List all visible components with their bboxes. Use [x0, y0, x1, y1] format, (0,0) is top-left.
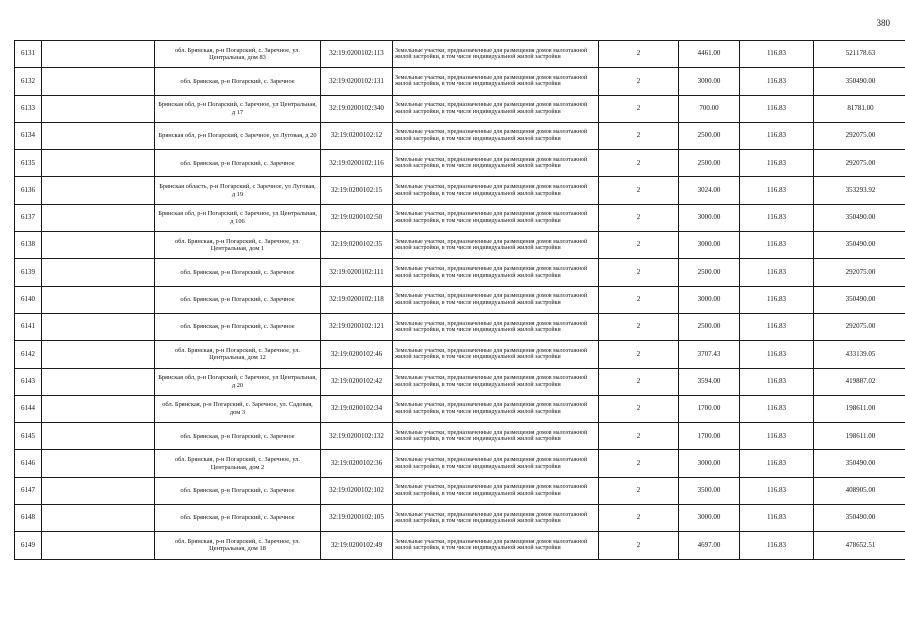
land-use-cell: Земельные участки, предназначенные для размещения домов малоэтажной жилой застройки, в том числе индивидуальной жилой застройки: [393, 450, 599, 477]
rate-cell: 116.83: [740, 204, 814, 231]
row-number-cell: 6138: [15, 232, 42, 259]
cadastral-value-cell: 350490.00: [814, 68, 905, 95]
rate-cell: 116.83: [740, 423, 814, 450]
address-cell: обл. Брянская, р-н Погарский, с. Заречное: [155, 477, 321, 504]
empty-cell: [42, 313, 155, 340]
row-number-cell: 6131: [15, 41, 42, 68]
empty-cell: [42, 95, 155, 122]
row-number-cell: 6135: [15, 150, 42, 177]
rate-cell: 116.83: [740, 232, 814, 259]
cadastral-value-cell: 81781.00: [814, 95, 905, 122]
area-cell: 3000.00: [679, 204, 740, 231]
cadastral-value-cell: 419887.02: [814, 368, 905, 395]
land-use-cell: Земельные участки, предназначенные для размещения домов малоэтажной жилой застройки, в том числе индивидуальной жилой застройки: [393, 505, 599, 532]
row-number-cell: 6134: [15, 122, 42, 149]
cadastral-value-cell: 350490.00: [814, 450, 905, 477]
page-number: 380: [876, 18, 890, 28]
table-row: [15, 95, 905, 122]
empty-cell: [42, 41, 155, 68]
cadastral-number-cell: 32:19:0200102:118: [321, 286, 393, 313]
address-cell: обл. Брянская, р-н Погарский, с. Заречное, ул. Центральная, дом 83: [155, 41, 321, 68]
land-use-cell: Земельные участки, предназначенные для размещения домов малоэтажной жилой застройки, в том числе индивидуальной жилой застройки: [393, 313, 599, 340]
cadastral-value-cell: 350490.00: [814, 232, 905, 259]
address-cell: обл. Брянская, р-н Погарский, с. Заречное: [155, 286, 321, 313]
cadastral-number-cell: 32:19:0200102:12: [321, 122, 393, 149]
cadastral-number-cell: 32:19:0200102:113: [321, 41, 393, 68]
row-number-cell: 6147: [15, 477, 42, 504]
rate-cell: 116.83: [740, 368, 814, 395]
cadastral-value-cell: 292075.00: [814, 259, 905, 286]
row-number-cell: 6141: [15, 313, 42, 340]
cadastral-value-cell: 353293.92: [814, 177, 905, 204]
row-number-cell: 6139: [15, 259, 42, 286]
cadastral-value-cell: 478652.51: [814, 532, 905, 559]
table-row: [15, 122, 905, 149]
rate-cell: 116.83: [740, 395, 814, 422]
row-number-cell: 6145: [15, 423, 42, 450]
address-cell: Брянская обл, р-н Погарский, с Заречное, ул Центральная, д 106: [155, 204, 321, 231]
cadastral-number-cell: 32:19:0200102:340: [321, 95, 393, 122]
land-use-cell: Земельные участки, предназначенные для размещения домов малоэтажной жилой застройки, в том числе индивидуальной жилой застройки: [393, 68, 599, 95]
empty-cell: [42, 450, 155, 477]
cadastral-value-cell: 198611.00: [814, 395, 905, 422]
area-cell: 3000.00: [679, 232, 740, 259]
category-code-cell: 2: [599, 368, 679, 395]
category-code-cell: 2: [599, 532, 679, 559]
cadastral-number-cell: 32:19:0200102:34: [321, 395, 393, 422]
table-row: [15, 505, 905, 532]
empty-cell: [42, 150, 155, 177]
table-row: [15, 177, 905, 204]
cadastral-number-cell: 32:19:0200102:50: [321, 204, 393, 231]
rate-cell: 116.83: [740, 177, 814, 204]
table-row: [15, 368, 905, 395]
table-row: [15, 341, 905, 368]
land-use-cell: Земельные участки, предназначенные для размещения домов малоэтажной жилой застройки, в том числе индивидуальной жилой застройки: [393, 368, 599, 395]
address-cell: Брянская обл, р-н Погарский, с Заречное, ул Центральная, д 17: [155, 95, 321, 122]
row-number-cell: 6137: [15, 204, 42, 231]
rate-cell: 116.83: [740, 68, 814, 95]
cadastral-number-cell: 32:19:0200102:15: [321, 177, 393, 204]
cadastral-number-cell: 32:19:0200102:36: [321, 450, 393, 477]
table-row: [15, 204, 905, 231]
empty-cell: [42, 177, 155, 204]
address-cell: обл. Брянская, р-н Погарский, с. Заречное: [155, 259, 321, 286]
rate-cell: 116.83: [740, 477, 814, 504]
empty-cell: [42, 505, 155, 532]
empty-cell: [42, 232, 155, 259]
row-number-cell: 6148: [15, 505, 42, 532]
land-use-cell: Земельные участки, предназначенные для размещения домов малоэтажной жилой застройки, в том числе индивидуальной жилой застройки: [393, 150, 599, 177]
category-code-cell: 2: [599, 450, 679, 477]
area-cell: 3707.43: [679, 341, 740, 368]
rate-cell: 116.83: [740, 450, 814, 477]
cadastral-number-cell: 32:19:0200102:116: [321, 150, 393, 177]
address-cell: обл. Брянская, р-н Погарский, с. Заречное, ул. Центральная, дом 1: [155, 232, 321, 259]
rate-cell: 116.83: [740, 95, 814, 122]
address-cell: Брянская обл, р-н Погарский, с Заречное, ул Луговая, д 20: [155, 122, 321, 149]
table-row: [15, 477, 905, 504]
land-use-cell: Земельные участки, предназначенные для размещения домов малоэтажной жилой застройки, в том числе индивидуальной жилой застройки: [393, 204, 599, 231]
cadastral-number-cell: 32:19:0200102:111: [321, 259, 393, 286]
land-use-cell: Земельные участки, предназначенные для размещения домов малоэтажной жилой застройки, в том числе индивидуальной жилой застройки: [393, 232, 599, 259]
land-use-cell: Земельные участки, предназначенные для размещения домов малоэтажной жилой застройки, в том числе индивидуальной жилой застройки: [393, 477, 599, 504]
table-row: [15, 259, 905, 286]
row-number-cell: 6132: [15, 68, 42, 95]
category-code-cell: 2: [599, 313, 679, 340]
category-code-cell: 2: [599, 204, 679, 231]
row-number-cell: 6133: [15, 95, 42, 122]
area-cell: 3594.00: [679, 368, 740, 395]
rate-cell: 116.83: [740, 122, 814, 149]
empty-cell: [42, 532, 155, 559]
land-use-cell: Земельные участки, предназначенные для размещения домов малоэтажной жилой застройки, в том числе индивидуальной жилой застройки: [393, 95, 599, 122]
cadastral-number-cell: 32:19:0200102:102: [321, 477, 393, 504]
category-code-cell: 2: [599, 150, 679, 177]
address-cell: обл. Брянская, р-н Погарский, с. Заречное, ул. Центральная, дом 2: [155, 450, 321, 477]
land-use-cell: Земельные участки, предназначенные для размещения домов малоэтажной жилой застройки, в том числе индивидуальной жилой застройки: [393, 286, 599, 313]
category-code-cell: 2: [599, 41, 679, 68]
area-cell: 3000.00: [679, 505, 740, 532]
row-number-cell: 6140: [15, 286, 42, 313]
row-number-cell: 6146: [15, 450, 42, 477]
area-cell: 2500.00: [679, 313, 740, 340]
cadastral-number-cell: 32:19:0200102:35: [321, 232, 393, 259]
address-cell: обл. Брянская, р-н Погарский, с. Заречное: [155, 423, 321, 450]
rate-cell: 116.83: [740, 532, 814, 559]
empty-cell: [42, 395, 155, 422]
table-row: [15, 423, 905, 450]
table-row: [15, 41, 905, 68]
address-cell: Брянская область, р-н Погарский, с Заречное, ул Луговая, д 19: [155, 177, 321, 204]
table-row: [15, 313, 905, 340]
land-use-cell: Земельные участки, предназначенные для размещения домов малоэтажной жилой застройки, в том числе индивидуальной жилой застройки: [393, 423, 599, 450]
land-use-cell: Земельные участки, предназначенные для размещения домов малоэтажной жилой застройки, в том числе индивидуальной жилой застройки: [393, 395, 599, 422]
cadastral-number-cell: 32:19:0200102:131: [321, 68, 393, 95]
land-use-cell: Земельные участки, предназначенные для размещения домов малоэтажной жилой застройки, в том числе индивидуальной жилой застройки: [393, 122, 599, 149]
empty-cell: [42, 204, 155, 231]
row-number-cell: 6143: [15, 368, 42, 395]
cadastral-value-cell: 521178.63: [814, 41, 905, 68]
address-cell: обл. Брянская, р-н Погарский, с. Заречное, ул. Центральная, дом 12: [155, 341, 321, 368]
category-code-cell: 2: [599, 423, 679, 450]
area-cell: 700.00: [679, 95, 740, 122]
cadastral-value-cell: 433139.05: [814, 341, 905, 368]
empty-cell: [42, 122, 155, 149]
cadastral-number-cell: 32:19:0200102:105: [321, 505, 393, 532]
land-use-cell: Земельные участки, предназначенные для размещения домов малоэтажной жилой застройки, в том числе индивидуальной жилой застройки: [393, 341, 599, 368]
category-code-cell: 2: [599, 395, 679, 422]
address-cell: обл. Брянская, р-н Погарский, с. Заречное, ул. Центральная, дом 18: [155, 532, 321, 559]
empty-cell: [42, 477, 155, 504]
table-row: [15, 150, 905, 177]
empty-cell: [42, 341, 155, 368]
address-cell: обл. Брянская, р-н Погарский, с. Заречное: [155, 505, 321, 532]
table-row: [15, 450, 905, 477]
rate-cell: 116.83: [740, 505, 814, 532]
land-use-cell: Земельные участки, предназначенные для размещения домов малоэтажной жилой застройки, в том числе индивидуальной жилой застройки: [393, 259, 599, 286]
category-code-cell: 2: [599, 68, 679, 95]
cadastral-number-cell: 32:19:0200102:42: [321, 368, 393, 395]
rate-cell: 116.83: [740, 259, 814, 286]
area-cell: 3000.00: [679, 450, 740, 477]
area-cell: 1700.00: [679, 423, 740, 450]
table-row: [15, 395, 905, 422]
table-row: [15, 68, 905, 95]
category-code-cell: 2: [599, 286, 679, 313]
cadastral-number-cell: 32:19:0200102:46: [321, 341, 393, 368]
category-code-cell: 2: [599, 95, 679, 122]
cadastral-number-cell: 32:19:0200102:49: [321, 532, 393, 559]
rate-cell: 116.83: [740, 313, 814, 340]
category-code-cell: 2: [599, 341, 679, 368]
rate-cell: 116.83: [740, 150, 814, 177]
empty-cell: [42, 259, 155, 286]
area-cell: 4697.00: [679, 532, 740, 559]
category-code-cell: 2: [599, 505, 679, 532]
table-body: [15, 41, 905, 560]
empty-cell: [42, 286, 155, 313]
land-registry-table: [14, 40, 905, 560]
address-cell: обл. Брянская, р-н Погарский, с. Заречное: [155, 313, 321, 340]
area-cell: 3024.00: [679, 177, 740, 204]
cadastral-value-cell: 350490.00: [814, 505, 905, 532]
area-cell: 1700.00: [679, 395, 740, 422]
row-number-cell: 6136: [15, 177, 42, 204]
rate-cell: 116.83: [740, 341, 814, 368]
area-cell: 4461.00: [679, 41, 740, 68]
area-cell: 3000.00: [679, 68, 740, 95]
cadastral-number-cell: 32:19:0200102:121: [321, 313, 393, 340]
area-cell: 3000.00: [679, 286, 740, 313]
cadastral-value-cell: 408905.00: [814, 477, 905, 504]
rate-cell: 116.83: [740, 41, 814, 68]
category-code-cell: 2: [599, 232, 679, 259]
cadastral-number-cell: 32:19:0200102:132: [321, 423, 393, 450]
category-code-cell: 2: [599, 477, 679, 504]
address-cell: обл. Брянская, р-н Погарский, с. Заречное, ул. Садовая, дом 3: [155, 395, 321, 422]
table-row: [15, 532, 905, 559]
cadastral-value-cell: 292075.00: [814, 122, 905, 149]
area-cell: 2500.00: [679, 259, 740, 286]
table-row: [15, 232, 905, 259]
area-cell: 3500.00: [679, 477, 740, 504]
cadastral-value-cell: 350490.00: [814, 286, 905, 313]
cadastral-value-cell: 292075.00: [814, 313, 905, 340]
area-cell: 2500.00: [679, 122, 740, 149]
rate-cell: 116.83: [740, 286, 814, 313]
address-cell: Брянская обл, р-н Погарский, с Заречное, ул Центральная, д 20: [155, 368, 321, 395]
empty-cell: [42, 368, 155, 395]
land-use-cell: Земельные участки, предназначенные для размещения домов малоэтажной жилой застройки, в том числе индивидуальной жилой застройки: [393, 177, 599, 204]
cadastral-value-cell: 198611.00: [814, 423, 905, 450]
empty-cell: [42, 423, 155, 450]
area-cell: 2500.00: [679, 150, 740, 177]
cadastral-value-cell: 350490.00: [814, 204, 905, 231]
category-code-cell: 2: [599, 122, 679, 149]
cadastral-value-cell: 292075.00: [814, 150, 905, 177]
category-code-cell: 2: [599, 259, 679, 286]
table-row: [15, 286, 905, 313]
category-code-cell: 2: [599, 177, 679, 204]
row-number-cell: 6144: [15, 395, 42, 422]
land-use-cell: Земельные участки, предназначенные для размещения домов малоэтажной жилой застройки, в том числе индивидуальной жилой застройки: [393, 41, 599, 68]
land-use-cell: Земельные участки, предназначенные для размещения домов малоэтажной жилой застройки, в том числе индивидуальной жилой застройки: [393, 532, 599, 559]
row-number-cell: 6149: [15, 532, 42, 559]
row-number-cell: 6142: [15, 341, 42, 368]
address-cell: обл. Брянская, р-н Погарский, с. Заречное: [155, 68, 321, 95]
address-cell: обл. Брянская, р-н Погарский, с. Заречное: [155, 150, 321, 177]
empty-cell: [42, 68, 155, 95]
